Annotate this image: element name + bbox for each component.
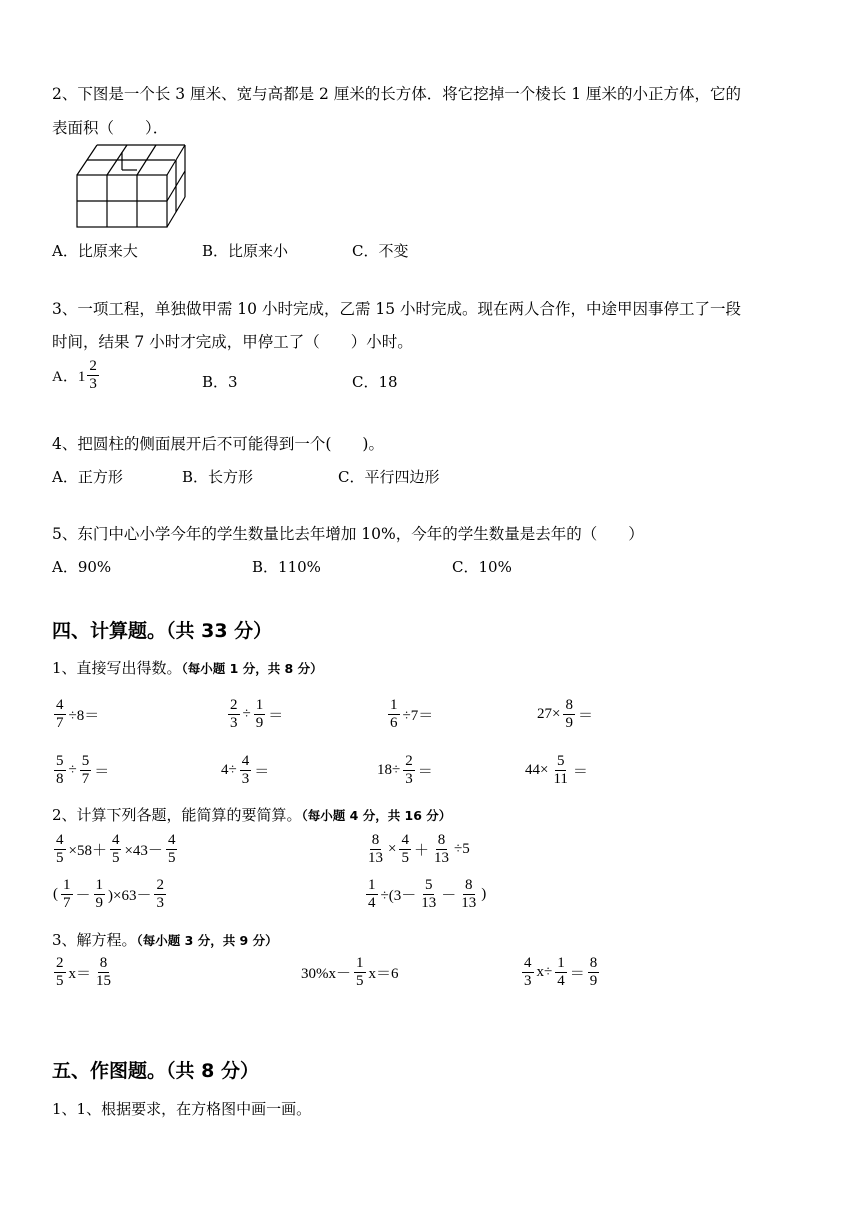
calc-c4: $\frac{1}{4}$ ÷(3－ 5 13 － 8 13 ) xyxy=(368,877,487,911)
q3-line2: 时间，结果 7 小时才完成，甲停工了（ ）小时。 xyxy=(52,333,413,351)
section-5-part1: 1、1、根据要求，在方格图中画一画。 xyxy=(52,1100,312,1118)
equation-1: 2 5 x＝ 8 15 xyxy=(56,955,112,989)
q5-option-b: B．110% xyxy=(252,558,321,576)
calc-d2: $\frac{2}{3}$ ÷ $\frac{1}{9}$ ＝ xyxy=(230,697,284,731)
calc-c3: ( 1 7 － 1 9 )×63－ 2 3 xyxy=(53,877,164,911)
calc-d7: 18÷ $\frac{2}{3}$ ＝ xyxy=(377,753,433,787)
q2-option-b: B．比原来小 xyxy=(202,242,289,260)
calc-d6: 4÷ $\frac{4}{3}$ ＝ xyxy=(221,753,270,787)
q3-option-c: C．18 xyxy=(352,373,398,391)
q4-line: 4、把圆柱的侧面展开后不可能得到一个( )。 xyxy=(52,435,384,453)
q4-option-c: C．平行四边形 xyxy=(338,468,440,486)
q2-option-a: A．比原来大 xyxy=(52,242,138,260)
q5-option-c: C．10% xyxy=(452,558,512,576)
q3-option-b: B．3 xyxy=(202,373,238,391)
q2-option-c: C．不变 xyxy=(352,242,409,260)
q5-line: 5、东门中心小学今年的学生数量比去年增加 10%，今年的学生数量是去年的（ ） xyxy=(52,525,644,543)
calc-d4: 27× $\frac{8}{9}$ ＝ xyxy=(537,697,593,731)
q2-line2: 表面积（ ）． xyxy=(52,119,169,137)
section-4-part2: 2、计算下列各题，能简算的要简算。（每小题 4 分，共 16 分） xyxy=(52,806,452,824)
calc-d3: $\frac{1}{6}$ ÷7＝ xyxy=(390,697,434,731)
calc-d1: $\frac{4}{7}$ ÷8＝ xyxy=(56,697,100,731)
section-4-part1: 1、直接写出得数。（每小题 1 分，共 8 分） xyxy=(52,659,323,677)
equation-3: 4 3 x÷ $\frac{1}{4}$ ＝ 8 9 xyxy=(524,955,598,989)
section-4-title: 四、计算题。（共 33 分） xyxy=(52,620,273,642)
q5-option-a: A．90% xyxy=(52,558,112,576)
q4-option-a: A．正方形 xyxy=(52,468,123,486)
calc-d8: 44× $\frac{5}{11}$ ＝ xyxy=(525,753,588,787)
section-4-part3: 3、解方程。（每小题 3 分，共 9 分） xyxy=(52,931,278,949)
calc-c2: $\frac{8}{13}$ × $\frac{4}{5}$ ＋ $\frac{8}{13}$ ÷5 xyxy=(368,832,470,866)
q3-line1: 3、一项工程，单独做甲需 10 小时完成，乙需 15 小时完成。现在两人合作，中途甲因事停工了一段 xyxy=(52,300,742,318)
cuboid-figure xyxy=(74,142,186,230)
q3-option-a: A．1 2 3 xyxy=(52,358,97,392)
q2-line1: 2、下图是一个长 3 厘米、宽与高都是 2 厘米的长方体．将它挖掉一个棱长 1 厘米的小正方体，它的 xyxy=(52,85,742,103)
calc-d5: $\frac{5}{8}$ ÷ $\frac{5}{7}$ ＝ xyxy=(56,753,110,787)
calc-c1: $\frac{4}{5}$ ×58＋ $\frac{4}{5}$ ×43－ 4 5 xyxy=(56,832,176,866)
equation-2: 30%x－ 1 5 x＝6 xyxy=(301,955,399,989)
section-5-title: 五、作图题。（共 8 分） xyxy=(52,1060,259,1082)
q4-option-b: B．长方形 xyxy=(182,468,254,486)
